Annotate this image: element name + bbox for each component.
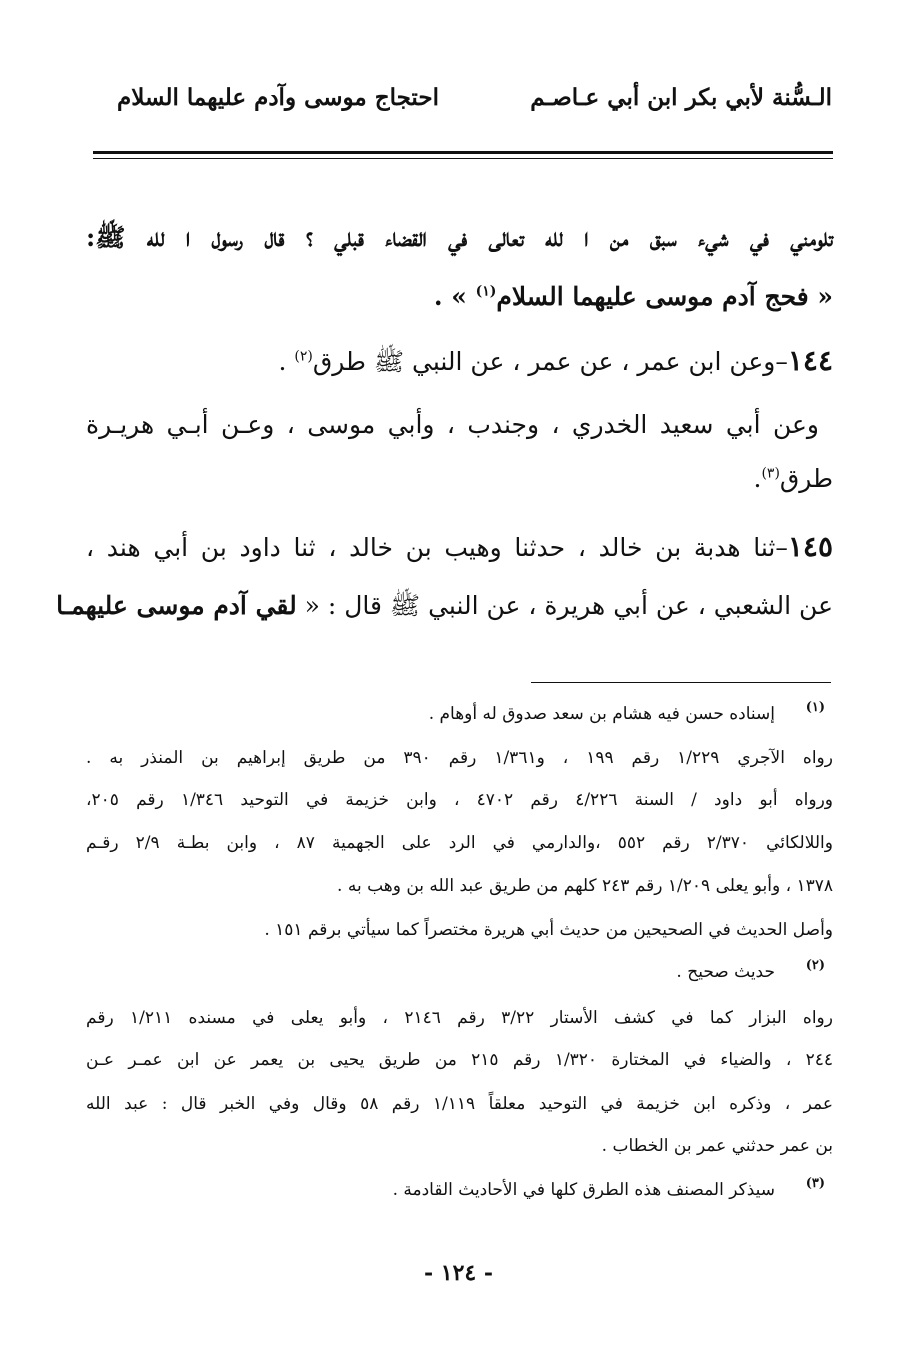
header-rule-thick <box>93 151 833 154</box>
text-line-2-quote: « فحج آدم موسى عليهما السلام <box>496 282 833 311</box>
hadith-145 <box>86 530 833 563</box>
text-line-7-chain: عن الشعبي ، عن أبي هريرة ، عن النبي ﷺ قال : « <box>296 591 833 620</box>
footnote-marker-1: (١) <box>805 700 825 715</box>
footnote-ref-1[interactable]: (١) <box>475 283 497 300</box>
footnote-2-line-3: ٢٤٤ ، والضياء في المختارة ١/٣٢٠ رقم ٢١٥ من طريق يحيى بن يعمر عن ابن عمـر عـن <box>86 1050 833 1070</box>
hadith-number-144: ١٤٤ <box>787 344 833 377</box>
footnote-marker-2: (٢) <box>805 958 825 973</box>
hadith-145-text: –ثنا هدبة بن خالد ، حدثنا وهيب بن خالد ، ثنا داود بن أبي هند ، <box>86 533 788 562</box>
text-line-7 <box>56 590 833 627</box>
footnote-2-line-1: حديث صحيح . <box>676 962 775 982</box>
footnote-2-line-4: عمر ، وذكره ابن خزيمة في التوحيد معلقاً ١/١١٩ رقم ٥٨ وقال وفي الخبر قال : عبد الله <box>86 1094 834 1114</box>
hadith-144 <box>278 344 833 383</box>
text-line-1: تلومني في شيء سبق من ا لله تعالى في القضاء قبلي ؟ قال رسول ا لله ﷺ: <box>86 223 833 252</box>
footnote-marker-3: (٣) <box>805 1176 825 1191</box>
footnote-1-line-6: وأصل الحديث في الصحيحين من حديث أبي هريرة مختصراً كما سيأتي برقم ١٥١ . <box>264 920 833 940</box>
footnote-1-line-1: إسناده حسن فيه هشام بن سعد صدوق له أوهام . <box>428 704 775 724</box>
footnote-1-line-4: واللالكائي ٢/٣٧٠ رقم ٥٥٢ ،والدارمي في الرد على الجهمية ٨٧ ، وابن بطـة ٢/٩ رقـم <box>86 833 833 853</box>
chapter-title: احتجاج موسى وآدم عليهما السلام <box>117 84 439 111</box>
footnote-2-line-5: بن عمر حدثني عمر بن الخطاب . <box>601 1136 833 1156</box>
page-number: - ١٢٤ - <box>423 1260 494 1286</box>
hadith-number-145: ١٤٥ <box>787 530 833 563</box>
text-line-5-word: طرق <box>779 464 833 493</box>
header-rule-thin <box>93 158 833 159</box>
footnote-1-line-3: ورواه أبو داود / السنة ٤/٢٢٦ رقم ٤٧٠٢ ، وابن خزيمة في التوحيد ١/٣٤٦ رقم ٢٠٥، <box>86 790 833 810</box>
text-line-5 <box>753 464 833 493</box>
footnote-1-line-5: ١٣٧٨ ، وأبو يعلى ١/٢٠٩ رقم ٢٤٣ كلهم من طريق عبد الله بن وهب به . <box>337 876 833 896</box>
footnote-separator <box>531 682 831 683</box>
text-line-5-end: . <box>753 464 762 493</box>
hadith-144-end: . <box>278 347 295 376</box>
hadith-144-text: –وعن ابن عمر ، عن عمر ، عن النبي ﷺ طرق <box>312 347 788 376</box>
footnote-ref-2[interactable]: (٢) <box>294 348 313 365</box>
footnote-1-line-2: رواه الآجري ١/٢٢٩ رقم ١٩٩ ، و١/٣٦١ رقم ٣٩٠ من طريق إبراهيم بن المنذر به . <box>86 748 833 768</box>
footnote-ref-3[interactable]: (٣) <box>761 465 780 482</box>
book-title: الـسُّنة لأبي بكر ابن أبي عـاصـم <box>530 84 832 111</box>
footnote-3-line-1: سيذكر المصنف هذه الطرق كلها في الأحاديث القادمة . <box>392 1180 775 1200</box>
footnote-2-line-2: رواه البزار كما في كشف الأستار ٣/٢٢ رقم ٢١٤٦ ، وأبو يعلى في مسنده ١/٢١١ رقم <box>86 1008 833 1028</box>
text-line-4: وعن أبي سعيد الخدري ، وجندب ، وأبي موسى ، وعـن أبـي هريـرة <box>86 410 819 439</box>
text-line-7-matn: لقي آدم موسى عليهمـا <box>56 591 297 620</box>
text-line-2 <box>434 282 833 311</box>
text-line-2-end: » . <box>433 282 476 311</box>
running-header <box>85 78 832 122</box>
